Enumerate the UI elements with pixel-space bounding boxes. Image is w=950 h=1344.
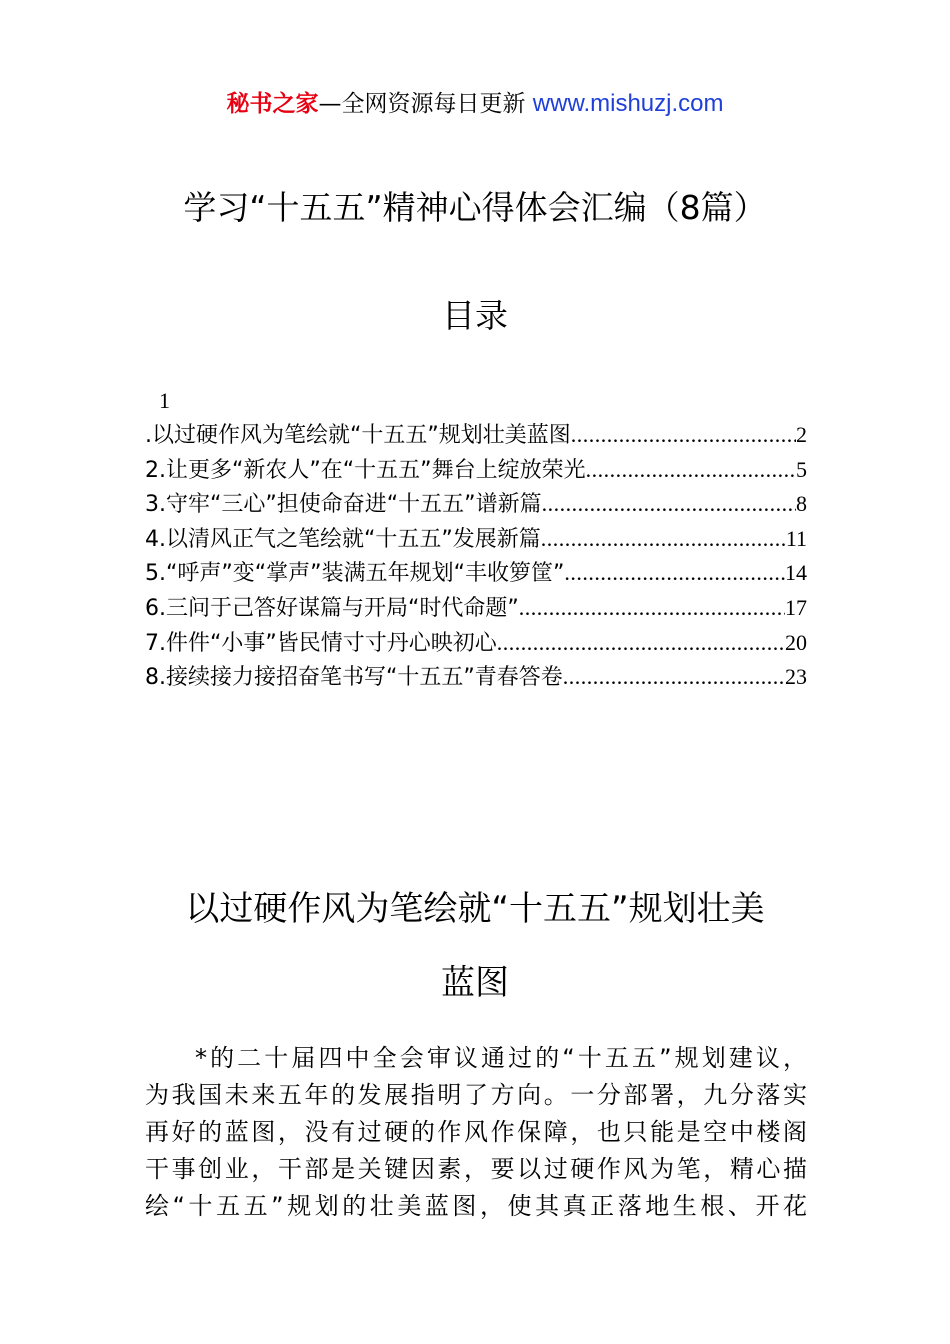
toc-dot-leader [563,660,785,695]
article-body [145,1040,807,1225]
toc-dot-leader [519,591,785,626]
toc-entry-text: 6.三问于己答好谋篇与开局“时代命题” [145,595,519,621]
toc-entry-7[interactable] [145,626,807,661]
toc-page-number: 17 [785,594,807,620]
toc-page-number: 11 [785,525,807,551]
toc-dot-leader [571,418,796,453]
article-paragraph [145,1040,807,1225]
toc-entry-6[interactable] [145,591,807,626]
toc-heading: 目录 [442,296,508,335]
toc-entry-3[interactable] [145,487,807,522]
body-line-1: *的二十届四中全会审议通过的“十五五”规划建议， [195,1044,807,1072]
toc-page-number: 5 [796,456,807,482]
document-title: 学习“十五五”精神心得体会汇编（8篇） [183,188,767,227]
toc-dot-leader [541,522,786,557]
toc-entry-2[interactable] [145,453,807,488]
table-of-contents [145,384,807,695]
toc-dot-leader [564,556,785,591]
banner-tagline: —全网资源每日更新 [318,91,533,117]
toc-entry-text: .以过硬作风为笔绘就“十五五”规划壮美蓝图 [145,423,571,448]
toc-page-number: 14 [785,560,807,586]
toc-page-number: 2 [796,422,807,447]
toc-page-number: 20 [785,629,807,655]
article-title-line-1: 以过硬作风为笔绘就“十五五”规划壮美 [185,889,765,929]
toc-entry-8[interactable] [145,660,807,695]
toc-entry-text: 4.以清风正气之笔绘就“十五五”发展新篇 [145,526,541,552]
toc-first-number: 1 [159,388,170,413]
toc-page-number: 23 [785,664,807,690]
article-title [145,872,805,1020]
toc-entry-text: 5.“呼声”变“掌声”装满五年规划“丰收箩筐” [145,561,565,587]
body-line-3: 再好的蓝图，没有过硬的作风作保障，也只能是空中楼阁 [145,1118,807,1146]
article-title-line-2: 蓝图 [441,963,509,1003]
toc-dot-leader [586,453,796,488]
toc-entry-text: 7.件件“小事”皆民情寸寸丹心映初心 [145,630,497,656]
toc-entry-text: 3.守牢“三心”担使命奋进“十五五”谱新篇 [145,492,542,518]
body-line-5: 绘“十五五”规划的壮美蓝图，使其真正落地生根、开花 [145,1192,807,1220]
banner-url-link[interactable]: www.mishuzj.com [532,90,724,117]
body-line-4: 干事创业，干部是关键因素，要以过硬作风为笔，精心描 [145,1155,807,1183]
toc-entry-text: 2.让更多“新农人”在“十五五”舞台上绽放荣光 [145,457,586,483]
toc-entry-5[interactable] [145,556,807,591]
toc-entry-4[interactable] [145,522,807,557]
toc-entry-1[interactable] [145,418,807,453]
toc-dot-leader [497,626,785,661]
toc-page-number: 8 [796,491,807,517]
body-line-2: 为我国未来五年的发展指明了方向。一分部署，九分落实 [145,1081,807,1109]
toc-entry-text: 8.接续接力接招奋笔书写“十五五”青春答卷 [145,665,563,691]
site-banner [0,86,950,122]
banner-brand: 秘书之家 [226,91,319,117]
toc-dot-leader [542,487,796,522]
